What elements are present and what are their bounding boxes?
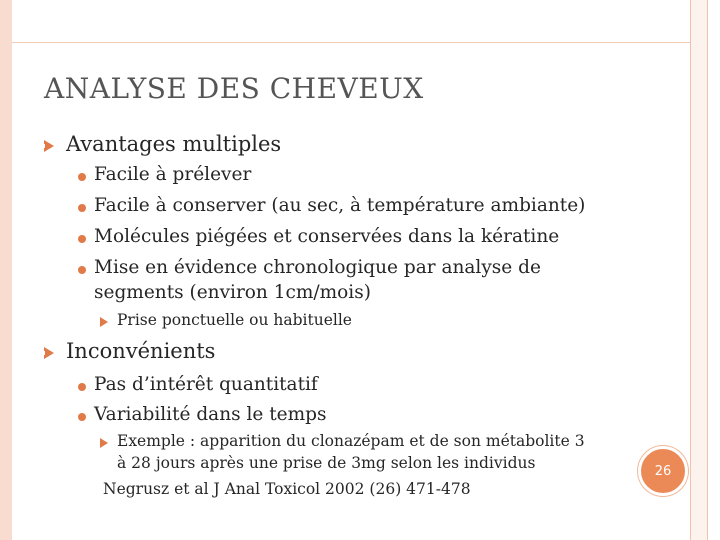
- slide-title: ANALYSE DES CHEVEUX: [44, 72, 424, 105]
- bullet-dot-icon: [78, 204, 86, 212]
- top-rule: [12, 42, 690, 43]
- sub-list-item: Exemple : apparition du clonazépam et de son métabolite 3: [117, 432, 585, 450]
- list-item: Facile à conserver (au sec, à température ambiante): [94, 195, 586, 216]
- bullet-dot-icon: [78, 266, 86, 274]
- list-item: Facile à prélever: [94, 164, 252, 185]
- page-number-badge: 26: [638, 446, 688, 496]
- reference-citation: Negrusz et al J Anal Toxicol 2002 (26) 471-478: [103, 480, 471, 498]
- list-item-continuation: segments (environ 1cm/mois): [94, 282, 371, 303]
- bullet-dot-icon: [78, 235, 86, 243]
- bullet-dot-icon: [78, 383, 86, 391]
- sub-list-item-continuation: à 28 jours après une prise de 3mg selon les individus: [117, 454, 536, 472]
- bullet-dot-icon: [78, 413, 86, 421]
- list-item: Pas d’intérêt quantitatif: [94, 374, 318, 395]
- bullet-arrow-icon: [100, 438, 108, 448]
- bullet-arrow-icon: [44, 140, 54, 152]
- sub-list-item: Prise ponctuelle ou habituelle: [117, 311, 352, 329]
- list-item: Molécules piégées et conservées dans la kératine: [94, 226, 560, 247]
- list-item: Variabilité dans le temps: [94, 404, 327, 425]
- section-heading-advantages: Avantages multiples: [66, 132, 282, 156]
- list-item: Mise en évidence chronologique par analyse de: [94, 257, 541, 278]
- section-heading-disadvantages: Inconvénients: [66, 339, 216, 363]
- left-frame-bar: [0, 0, 12, 540]
- right-frame-bar: [690, 0, 708, 540]
- bullet-dot-icon: [78, 173, 86, 181]
- bullet-arrow-icon: [100, 317, 108, 327]
- bullet-arrow-icon: [44, 347, 54, 359]
